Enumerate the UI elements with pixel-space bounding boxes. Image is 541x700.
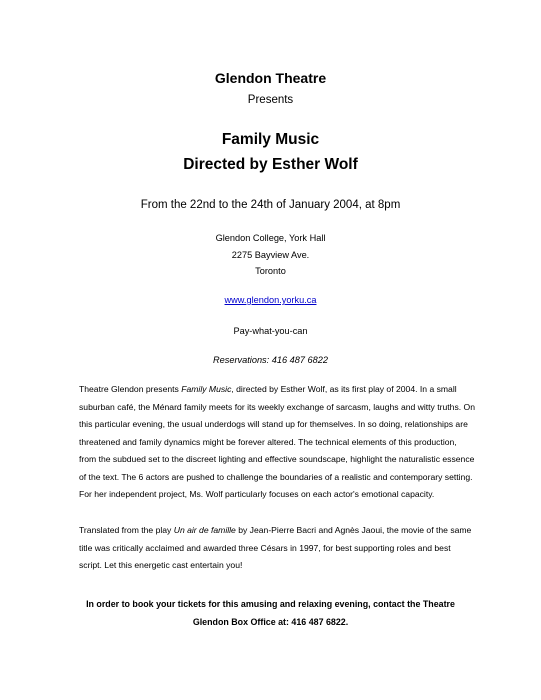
price-info: Pay-what-you-can: [233, 326, 308, 336]
p1-play-title: Family Music: [181, 384, 232, 394]
performance-dates: From the 22nd to the 24th of January 2004, at 8pm: [140, 199, 401, 211]
organization-name: Glendon Theatre: [214, 70, 327, 86]
reservations-info: Reservations: 416 487 6822: [213, 355, 328, 365]
p2-intro: Translated from the play: [79, 525, 174, 535]
p2-body: by Jean-Pierre Bacri and Agnès Jaoui, the movie of the same title was critically acclaimed and awarded three Césars in 1997, for best supporting roles and best script. Let this energetic cast entertain you!: [79, 525, 472, 570]
p2-original-title: Un air de famille: [173, 525, 236, 535]
play-title: Family Music: [221, 131, 320, 148]
director-line: Directed by Esther Wolf: [183, 156, 358, 173]
p1-body: , directed by Esther Wolf, as its first play of 2004. In a small suburban café, the Ménard family meets for its weekly exchange of sarcasm, laughs and witty truths. On this particular evening, the usual underdogs will stand up for themselves. In so doing, relationships are threatened and family dynamics might be forever altered. The technical elements of this production, from the subdued set to the discreet lighting and effective soundscape, highlight the naturalistic essence of the text. The 6 actors are pushed to challenge the boundaries of a realistic and contemporary setting. For her independent project, Ms. Wolf particularly focuses on each actor's emotional capacity.: [79, 384, 475, 499]
venue-city: Toronto: [255, 266, 286, 276]
translation-paragraph: [79, 522, 475, 575]
website-link[interactable]: www.glendon.yorku.ca: [224, 295, 317, 305]
venue-name: Glendon College, York Hall: [215, 233, 326, 243]
venue-street: 2275 Bayview Ave.: [231, 250, 310, 260]
description-paragraph: [79, 381, 475, 504]
presents-label: Presents: [247, 94, 294, 106]
booking-call-to-action: In order to book your tickets for this amusing and relaxing evening, contact the Theatre Glendon Box Office at: 416 487 6822.: [86, 599, 455, 627]
p1-intro: Theatre Glendon presents: [79, 384, 182, 394]
